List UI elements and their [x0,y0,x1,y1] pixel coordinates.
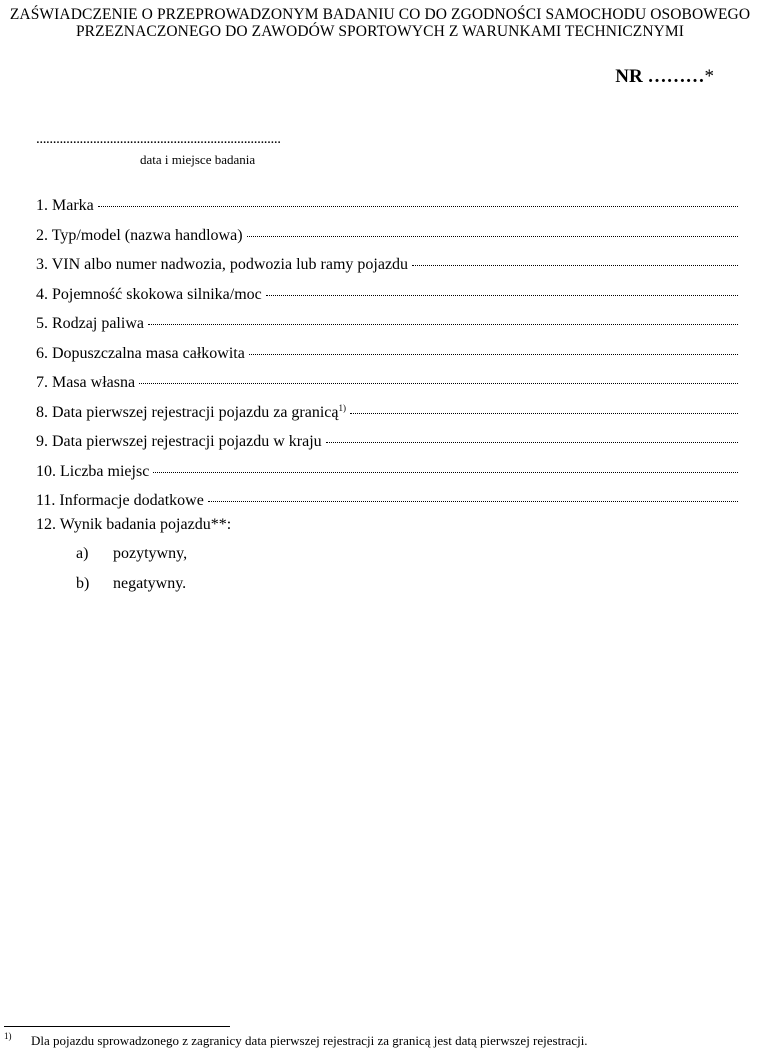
field-inspection-result [36,516,738,546]
field-curb-mass [36,368,738,398]
field-label: 5. Rodzaj paliwa [36,315,144,332]
field-fuel-type [36,309,738,339]
footnote-reference: 1) [338,402,347,413]
field-label: 12. Wynik badania pojazdu**: [36,515,232,533]
field-label: 7. Masa własna [36,374,136,391]
field-fill-line[interactable] [98,191,738,207]
field-label: 4. Pojemność skokowa silnika/moc [36,285,262,303]
date-place-field[interactable]: ......................................................................... [36,131,281,147]
field-additional-info [36,486,738,516]
inspection-result-options [76,545,187,604]
field-fill-line[interactable] [350,398,738,414]
vehicle-fields [36,191,738,545]
result-option-negative[interactable] [76,575,187,605]
field-label: 3. VIN albo numer nadwozia, podwozia lub ramy pojazdu [36,256,409,273]
document-header [0,6,760,40]
field-vin [36,250,738,280]
field-fill-line[interactable] [412,250,738,266]
field-brand [36,191,738,221]
date-place-caption: data i miejsce badania [140,152,256,167]
certificate-number-asterisk: * [704,66,714,87]
field-label: 1. Marka [36,197,94,214]
field-first-registration-domestic [36,427,738,457]
field-fill-line[interactable] [266,280,738,296]
field-label-text: 8. Data pierwszej rejestracji pojazdu za granicą [36,403,339,421]
field-max-gross-mass [36,339,738,369]
option-letter: b) [76,574,90,592]
footnote-text: Dla pojazdu sprowadzonego z zagranicy data pierwszej rejestracji za granicą jest datą pierwszej rejestracji. [31,1033,588,1048]
certificate-number-label: NR ……… [615,66,705,87]
field-fill-line[interactable] [153,457,738,473]
field-label: 9. Data pierwszej rejestracji pojazdu w kraju [36,433,322,450]
field-type-model [36,221,738,251]
field-label: 6. Dopuszczalna masa całkowita [36,344,245,362]
field-engine-capacity [36,280,738,310]
field-seat-count [36,457,738,487]
document-title-line-2: PRZEZNACZONEGO DO ZAWODÓW SPORTOWYCH Z WARUNKAMI TECHNICZNYMI [75,23,685,40]
option-text: pozytywny, [113,545,188,562]
field-first-registration-abroad [36,398,738,428]
field-label: 2. Typ/model (nazwa handlowa) [36,226,243,244]
field-label: 10. Liczba miejsc [36,462,150,480]
footnote-separator [4,1026,230,1027]
field-fill-line[interactable] [148,309,738,325]
result-option-positive[interactable] [76,545,187,575]
option-text: negatywny. [113,574,187,592]
field-fill-line[interactable] [208,486,738,502]
field-fill-line[interactable] [249,339,738,355]
document-title-line-1: ZAŚWIADCZENIE O PRZEPROWADZONYM BADANIU CO DO ZGODNOŚCI SAMOCHODU OSOBOWEGO [9,6,751,23]
certificate-number[interactable] [615,66,714,88]
field-fill-line[interactable] [247,221,738,237]
field-label [36,404,346,422]
field-label: 11. Informacje dodatkowe [36,492,204,509]
option-letter: a) [76,545,89,562]
field-fill-line[interactable] [139,368,738,384]
footnote-mark: 1) [4,1031,12,1041]
field-fill-line[interactable] [326,427,738,443]
